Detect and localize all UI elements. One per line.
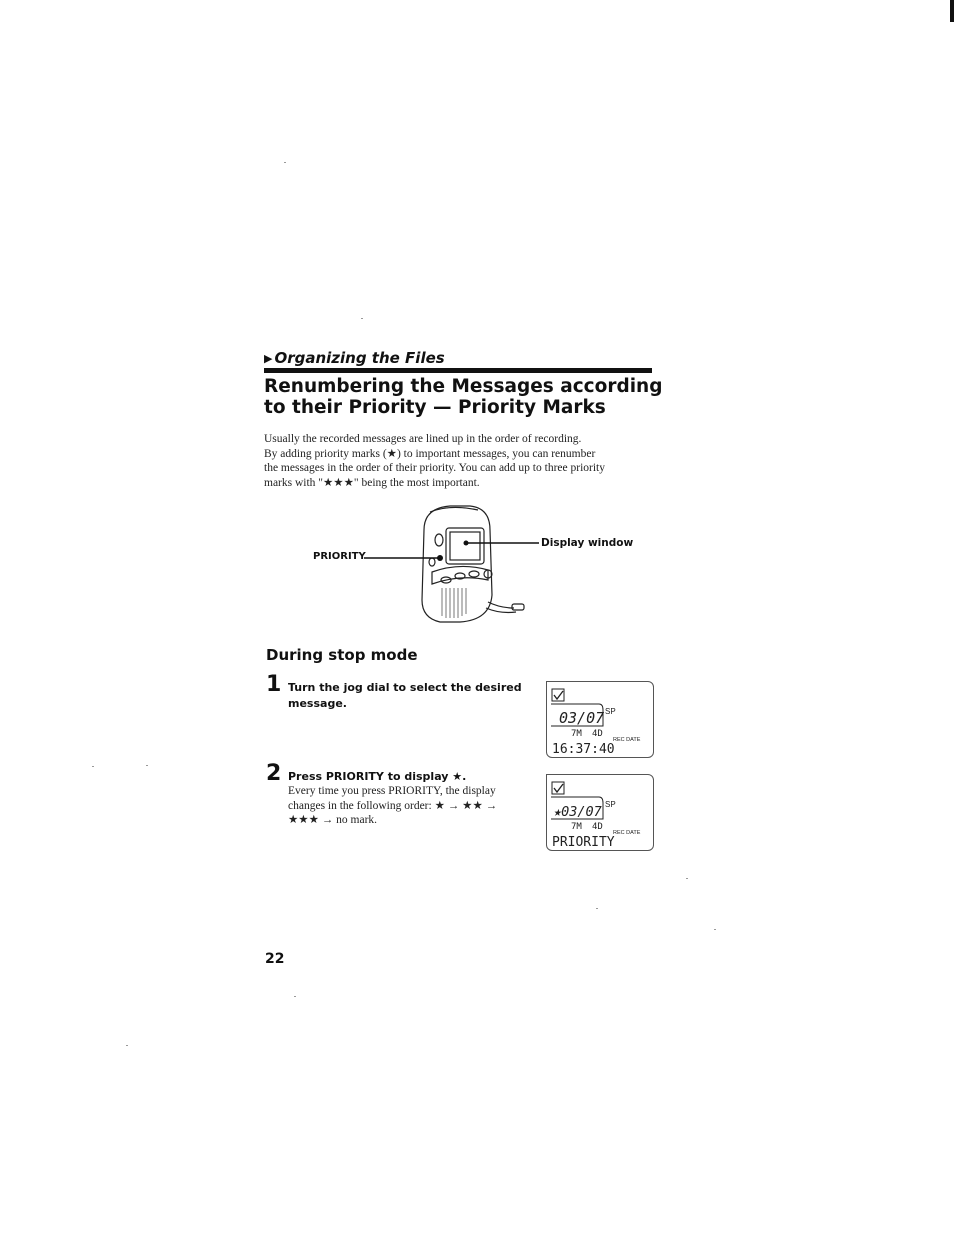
step-1-number: 1	[266, 672, 282, 697]
section-label	[264, 349, 445, 367]
step-2-number: 2	[266, 761, 282, 786]
lcd2-message-number: ★03/07	[553, 804, 602, 820]
triangle-marker-icon: ▶	[264, 352, 273, 365]
section-rule	[264, 368, 652, 373]
lcd2-month: 7M	[571, 822, 582, 832]
step-2-body-line-1: Every time you press PRIORITY, the display	[288, 785, 496, 797]
lcd1-day: 4D	[592, 729, 603, 739]
scan-speck	[361, 318, 363, 319]
scan-speck	[686, 878, 688, 879]
scan-speck	[714, 929, 716, 930]
lcd1-message-number: 03/07	[559, 709, 605, 727]
checkbox-icon	[552, 689, 564, 701]
during-stop-mode-heading: During stop mode	[266, 646, 418, 664]
lcd-display-stop-mode	[546, 681, 654, 758]
scan-speck	[294, 996, 296, 997]
priority-label: PRIORITY	[313, 551, 366, 562]
lcd1-month: 7M	[571, 729, 582, 739]
lcd1-time: 16:37:40	[552, 742, 615, 757]
step-1-title-line-2: message.	[288, 696, 347, 710]
intro-line-3: the messages in the order of their priority. You can add up to three priority	[264, 462, 605, 475]
page-title-line-1: Renumbering the Messages according	[264, 376, 663, 397]
lcd-display-priority	[546, 774, 654, 851]
scan-speck	[92, 766, 94, 767]
step-2-body-line-2: changes in the following order: ★ → ★★ →	[288, 799, 498, 812]
scan-speck	[284, 162, 286, 163]
step-1-title	[288, 680, 528, 711]
step-2-body	[288, 784, 538, 828]
page-number: 22	[265, 951, 285, 967]
intro-paragraph	[264, 432, 659, 490]
intro-line-2: By adding priority marks (★) to important messages, you can renumber	[264, 447, 596, 460]
lcd2-rec-date: REC DATE	[613, 830, 641, 836]
lcd2-sp: SP	[605, 800, 616, 809]
intro-line-1: Usually the recorded messages are lined up in the order of recording.	[264, 433, 582, 445]
lcd2-status: PRIORITY	[552, 835, 615, 850]
device-illustration	[300, 500, 640, 630]
lcd1-sp: SP	[605, 707, 616, 716]
intro-line-4: marks with "★★★" being the most important.	[264, 476, 480, 489]
checkbox-icon	[552, 782, 564, 794]
section-label-text: Organizing the Files	[274, 349, 445, 367]
page-title	[264, 376, 684, 418]
scan-speck	[126, 1045, 128, 1046]
scan-speck	[596, 908, 598, 909]
step-2-title: Press PRIORITY to display ★.	[288, 770, 467, 783]
page-title-line-2: to their Priority — Priority Marks	[264, 397, 606, 418]
page-edge-mark	[950, 0, 954, 22]
step-2-body-line-3: ★★★ → no mark.	[288, 814, 378, 827]
lcd2-day: 4D	[592, 822, 603, 832]
step-1-title-line-1: Turn the jog dial to select the desired	[288, 681, 522, 694]
lcd1-rec-date: REC DATE	[613, 737, 641, 743]
scan-speck	[146, 765, 148, 766]
display-window-label: Display window	[541, 537, 634, 549]
